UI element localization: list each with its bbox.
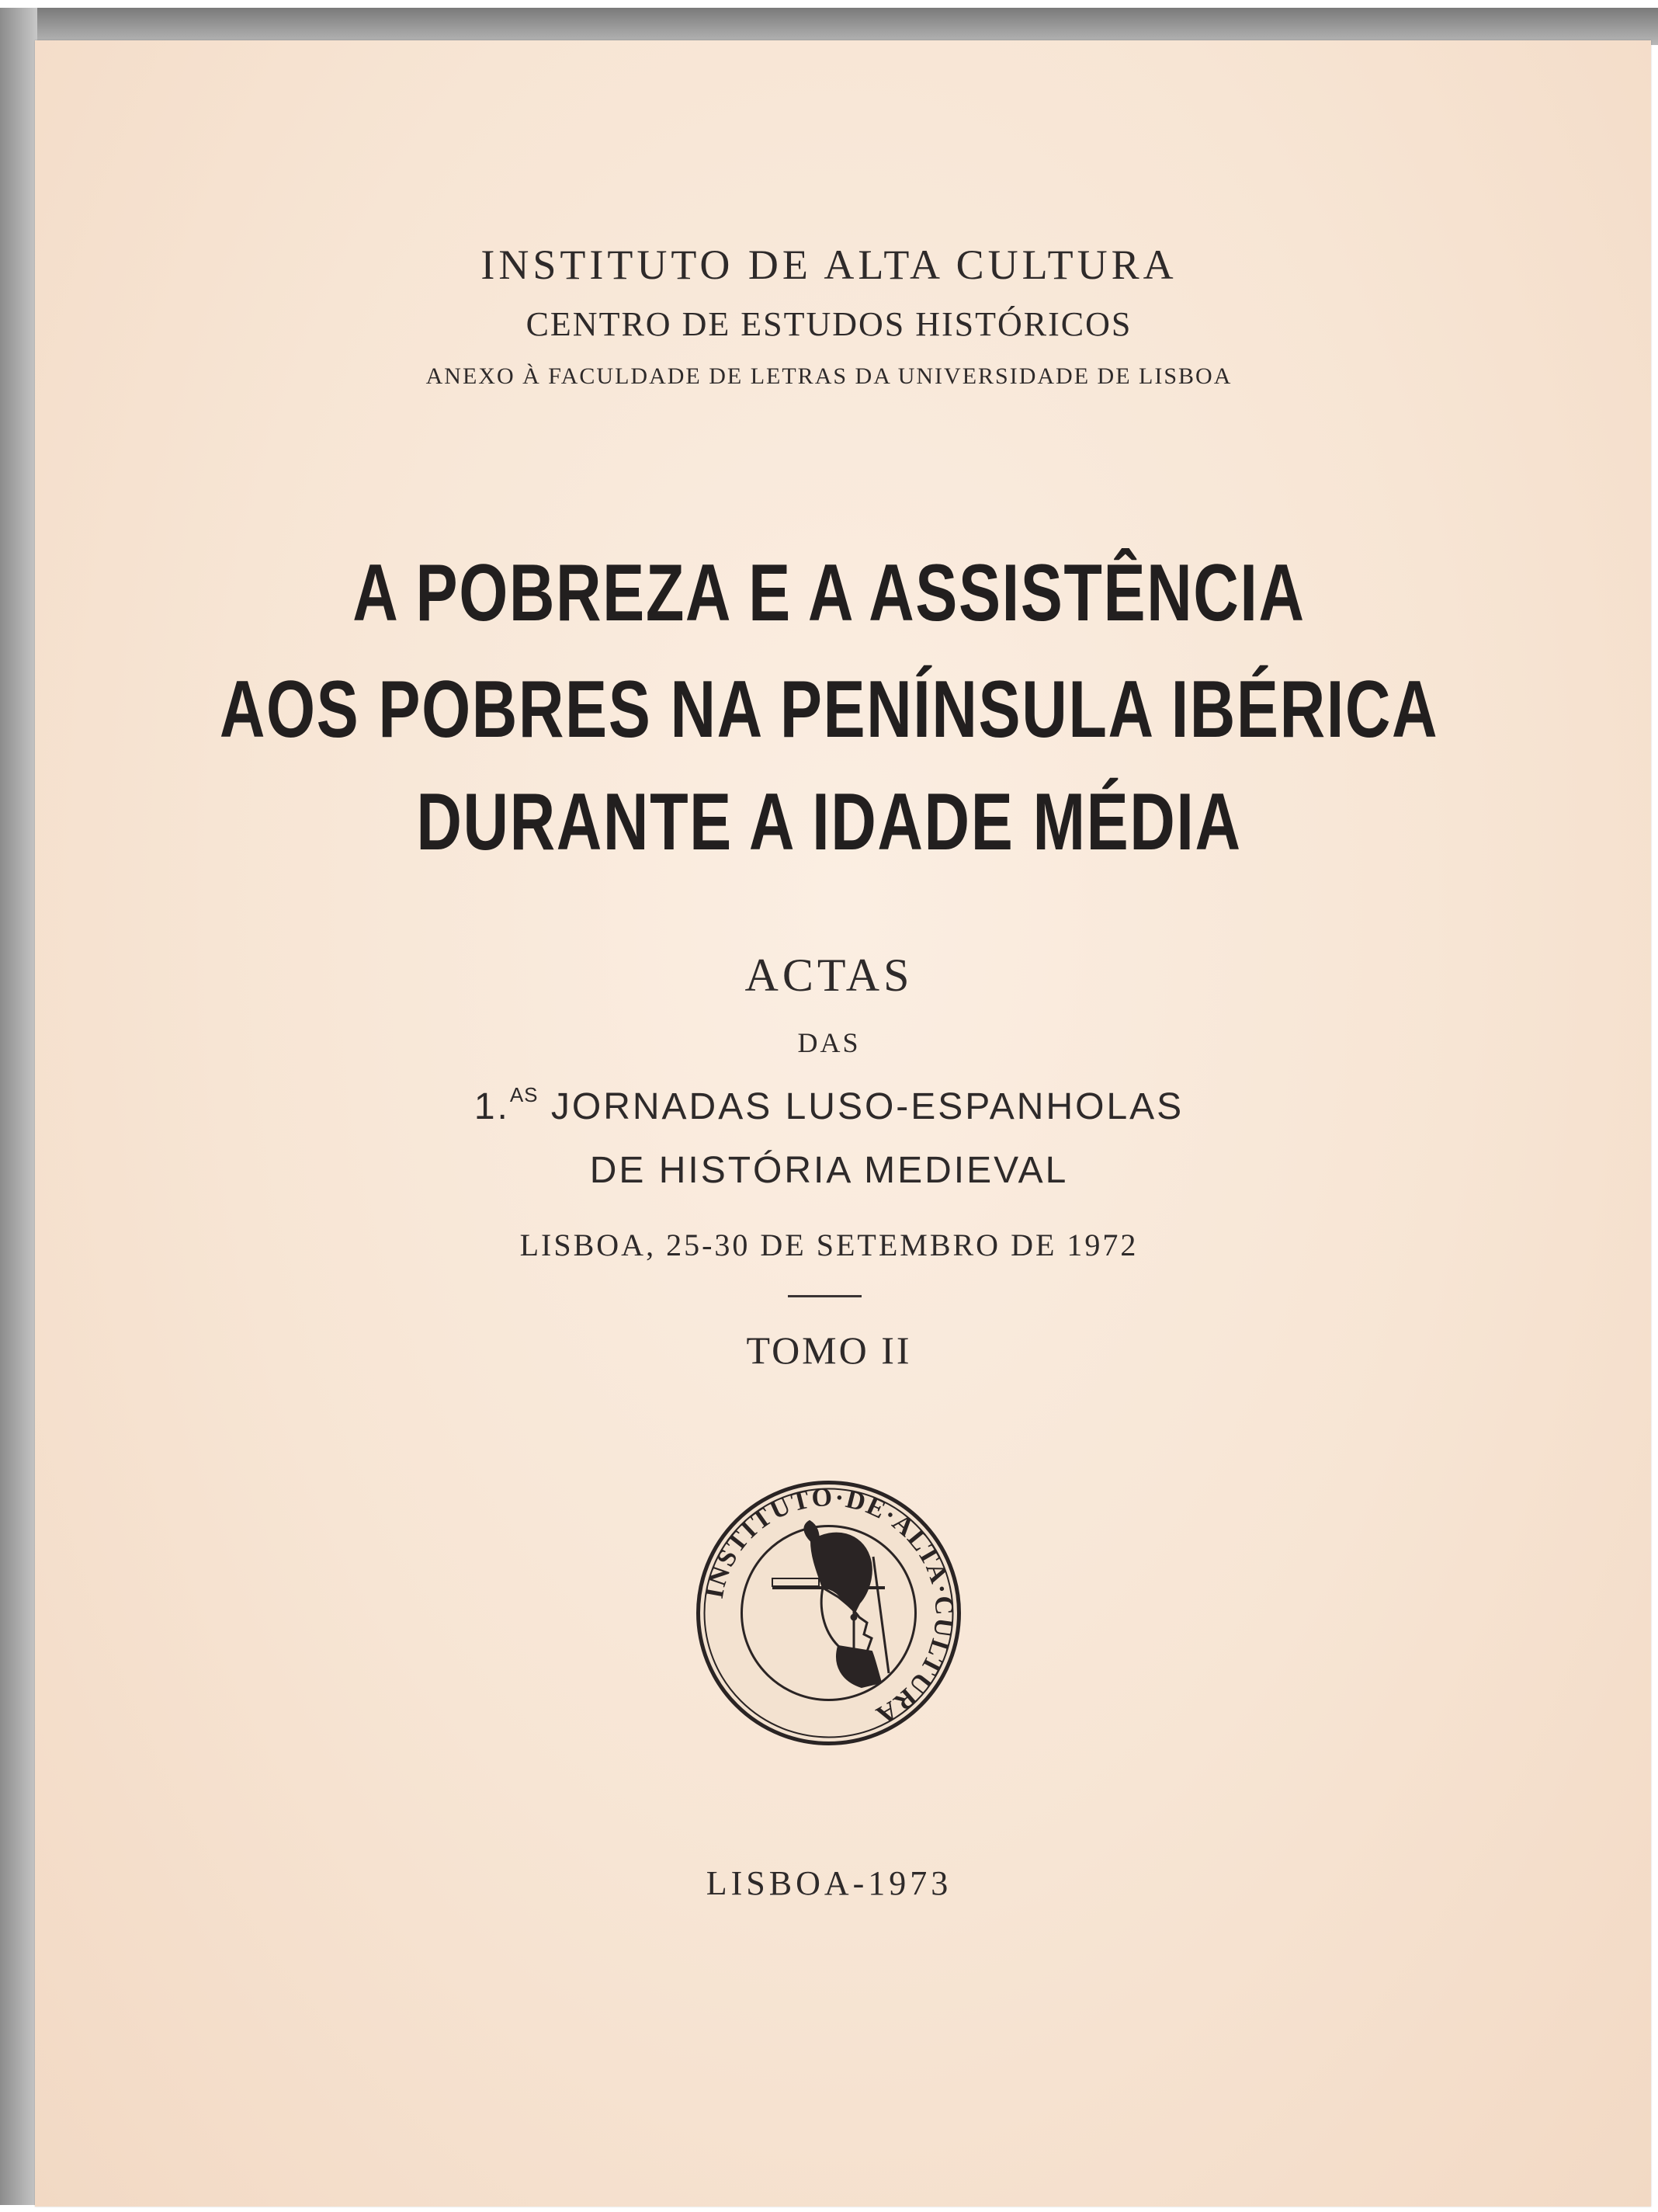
- title-line-2: AOS POBRES NA PENÍNSULA IBÉRICA: [219, 665, 1439, 755]
- jornadas-ordinal: 1.: [473, 1086, 510, 1127]
- jornadas-ordinal-suffix: AS: [509, 1083, 539, 1106]
- title-line-1: A POBREZA E A ASSISTÊNCIA: [352, 548, 1306, 638]
- historia-line: DE HISTÓRIA MEDIEVAL: [589, 1150, 1069, 1191]
- seal-ring-text: INSTITUTO·DE·ALTA·CULTURA: [699, 1482, 959, 1731]
- scanner-top-edge: [16, 8, 1658, 45]
- institute-seal-minerva-icon: [695, 1479, 963, 1747]
- das-label: DAS: [797, 1027, 861, 1058]
- volume-label: TOMO II: [746, 1328, 912, 1372]
- jornadas-line: [0, 1083, 1658, 1128]
- annex-line: ANEXO À FACULDADE DE LETRAS DA UNIVERSIDADE DE LISBOA: [425, 363, 1233, 389]
- institute-name: INSTITUTO DE ALTA CULTURA: [480, 241, 1178, 288]
- title-line-3: DURANTE A IDADE MÉDIA: [416, 777, 1242, 867]
- divider-rule: [788, 1295, 862, 1297]
- jornadas-text: JORNADAS LUSO-ESPANHOLAS: [538, 1086, 1185, 1127]
- centre-name: CENTRO DE ESTUDOS HISTÓRICOS: [525, 305, 1133, 343]
- actas-label: ACTAS: [744, 950, 914, 1001]
- imprint-line: LISBOA-1973: [706, 1864, 952, 1902]
- conference-date: LISBOA, 25-30 DE SETEMBRO DE 1972: [519, 1228, 1139, 1262]
